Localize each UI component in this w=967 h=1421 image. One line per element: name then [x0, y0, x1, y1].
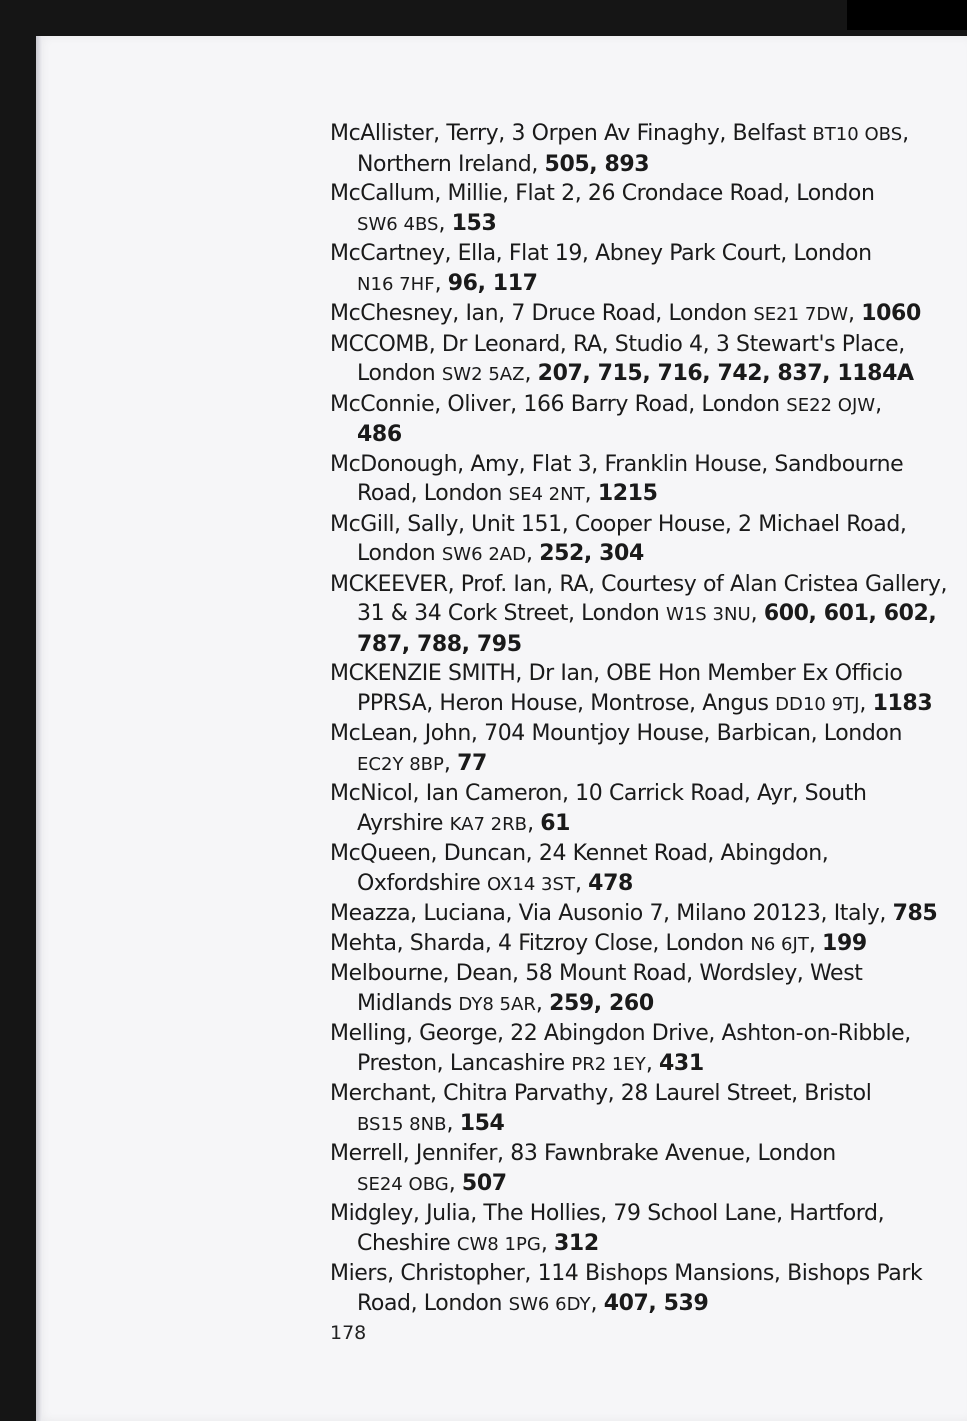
postcode: SE24 OBG	[357, 1173, 449, 1195]
page-references: 486	[357, 422, 402, 447]
postcode: BT10 OBS	[812, 124, 903, 145]
entry-text: Melling, George, 22 Abingdon Drive, Ashton-on-Ribble,	[330, 1021, 911, 1046]
scan-shadow	[847, 0, 967, 30]
postcode: N6 6JT	[750, 933, 809, 955]
index-entry: McNicol, Ian Cameron, 10 Carrick Road, Ayr, South Ayrshire KA7 2RB, 61	[330, 781, 867, 836]
entry-text: Road, London	[357, 481, 503, 506]
entry-text: McCallum, Millie, Flat 2, 26 Crondace Road, London	[330, 181, 875, 206]
page-references: 407, 539	[603, 1290, 709, 1316]
punctuation: ,	[848, 301, 855, 326]
page-references: 507	[461, 1170, 507, 1196]
entry-text: McGill, Sally, Unit 151, Cooper House, 2 Michael Road,	[330, 511, 907, 537]
index-entry: McLean, John, 704 Mountjoy House, Barbican, London EC2Y 8BP, 77	[330, 721, 903, 776]
postcode: KA7 2RB	[449, 813, 528, 835]
index-entry: Midgley, Julia, The Hollies, 79 School Lane, Hartford, Cheshire CW8 1PG, 312	[330, 1201, 885, 1256]
page-references: 207, 715, 716, 742, 837, 1184A	[537, 361, 914, 386]
entry-text: Merrell, Jennifer, 83 Fawnbrake Avenue, London	[330, 1141, 836, 1166]
index-entry: Melling, George, 22 Abingdon Drive, Ashton-on-Ribble, Preston, Lancashire PR2 1EY, 431	[330, 1021, 911, 1076]
index-entry: McQueen, Duncan, 24 Kennet Road, Abingdon, Oxfordshire OX14 3ST, 478	[330, 841, 829, 896]
postcode: W1S 3NU	[666, 604, 751, 625]
entry-text: Northern Ireland,	[357, 151, 538, 177]
page-references: 199	[822, 930, 867, 956]
index-entry: McGill, Sally, Unit 151, Cooper House, 2 Michael Road, London SW6 2AD, 252, 304	[330, 511, 907, 566]
page-references: 312	[554, 1230, 599, 1256]
entry-text: MCKENZIE SMITH, Dr Ian, OBE Hon Member Ex Officio	[330, 661, 903, 686]
postcode: OX14 3ST	[486, 873, 575, 895]
page-references: 1183	[872, 690, 933, 716]
entry-text: McQueen, Duncan, 24 Kennet Road, Abingdon,	[330, 841, 829, 866]
entry-text: Oxfordshire	[357, 870, 481, 896]
page-references: 1060	[861, 301, 921, 326]
index-entry: McCartney, Ella, Flat 19, Abney Park Court, London N16 7HF, 96, 117	[330, 241, 872, 296]
entry-text: Mehta, Sharda, 4 Fitzroy Close, London	[330, 930, 744, 956]
postcode: SW6 4BS	[357, 213, 439, 235]
index-entry	[330, 929, 930, 960]
entry-text: McCartney, Ella, Flat 19, Abney Park Court, London	[330, 241, 872, 266]
page-references: 600, 601, 602,	[763, 601, 937, 626]
index-entry: MCKENZIE SMITH, Dr Ian, OBE Hon Member Ex Officio PPRSA, Heron House, Montrose, Angus DD10 9TJ, 1183	[330, 661, 933, 716]
postcode: SE22 OJW	[786, 394, 876, 416]
entry-text: 31 & 34 Cork Street, London	[357, 601, 660, 626]
index-entry: MCCOMB, Dr Leonard, RA, Studio 4, 3 Stewart's Place, London SW2 5AZ, 207, 715, 716, 742, 837, 1184A	[330, 331, 914, 386]
entry-text: McChesney, Ian, 7 Druce Road, London	[330, 301, 747, 326]
page-references: 154	[459, 1110, 505, 1136]
entry-text: Meazza, Luciana, Via Ausonio 7, Milano 20123, Italy,	[330, 901, 887, 926]
page-references: 785	[892, 901, 938, 926]
entry-text: MCKEEVER, Prof. Ian, RA, Courtesy of Alan Cristea Gallery,	[330, 571, 948, 597]
postcode: DY8 5AR	[458, 993, 536, 1015]
entry-text: Midlands	[357, 990, 452, 1016]
page-references: 478	[588, 870, 633, 896]
page-references: 77	[457, 750, 487, 776]
postcode: PR2 1EY	[571, 1053, 646, 1075]
page-references: 787, 788, 795	[357, 631, 522, 657]
punctuation: ,	[808, 930, 816, 956]
entry-text: Preston, Lancashire	[357, 1050, 565, 1076]
postcode: SW6 6DY	[508, 1293, 591, 1315]
entry-text: Cheshire	[357, 1230, 451, 1256]
entry-text: Road, London	[357, 1290, 503, 1316]
postcode: SW6 2AD	[441, 544, 527, 565]
index-entry	[330, 899, 938, 929]
punctuation: ,	[902, 121, 909, 146]
entry-text: MCCOMB, Dr Leonard, RA, Studio 4, 3 Stewart's Place,	[330, 331, 905, 357]
postcode: BS15 8NB	[357, 1113, 447, 1135]
page-references: 259, 260	[549, 990, 654, 1016]
entry-text: Miers, Christopher, 114 Bishops Mansions, Bishops Park	[330, 1261, 923, 1286]
entry-text: Melbourne, Dean, 58 Mount Road, Wordsley, West	[330, 961, 863, 986]
page-references: 153	[451, 210, 497, 236]
page-edge	[36, 36, 42, 1421]
index-entry: Merrell, Jennifer, 83 Fawnbrake Avenue, London SE24 OBG, 507	[330, 1141, 836, 1196]
postcode: DD10 9TJ	[775, 693, 860, 715]
page-references: 505, 893	[544, 151, 650, 177]
index-entry	[330, 390, 930, 450]
postcode: CW8 1PG	[456, 1233, 541, 1255]
entry-text: McDonough, Amy, Flat 3, Franklin House, Sandbourne	[330, 451, 904, 477]
entry-text: McLean, John, 704 Mountjoy House, Barbican, London	[330, 721, 903, 746]
postcode: SE21 7DW	[753, 304, 849, 325]
index-entry-list	[330, 119, 948, 1319]
entry-text: McNicol, Ian Cameron, 10 Carrick Road, Ayr, South	[330, 781, 867, 806]
index-entry	[330, 119, 930, 179]
index-entry	[330, 299, 930, 330]
page-number: 178	[330, 1322, 367, 1344]
page-references: 96, 117	[447, 270, 538, 296]
postcode: EC2Y 8BP	[357, 753, 444, 775]
index-entry: Melbourne, Dean, 58 Mount Road, Wordsley, West Midlands DY8 5AR, 259, 260	[330, 961, 863, 1016]
index-entry: McDonough, Amy, Flat 3, Franklin House, Sandbourne Road, London SE4 2NT, 1215	[330, 451, 904, 506]
entry-text: London	[357, 361, 436, 386]
postcode: SE4 2NT	[508, 484, 585, 505]
punctuation: ,	[875, 391, 882, 417]
index-entry: McCallum, Millie, Flat 2, 26 Crondace Road, London SW6 4BS, 153	[330, 181, 875, 236]
index-entry: Merchant, Chitra Parvathy, 28 Laurel Street, Bristol BS15 8NB, 154	[330, 1081, 872, 1136]
entry-text: Merchant, Chitra Parvathy, 28 Laurel Street, Bristol	[330, 1081, 872, 1106]
page-references: 61	[540, 810, 571, 836]
entry-text: London	[357, 541, 436, 566]
index-entry: Miers, Christopher, 114 Bishops Mansions, Bishops Park Road, London SW6 6DY, 407, 539	[330, 1261, 923, 1316]
page-references: 1215	[597, 481, 658, 506]
page-references: 252, 304	[539, 541, 644, 566]
entry-text: McConnie, Oliver, 166 Barry Road, London	[330, 391, 780, 417]
entry-text: McAllister, Terry, 3 Orpen Av Finaghy, Belfast	[330, 121, 806, 146]
page-references: 431	[659, 1050, 704, 1076]
entry-text: PPRSA, Heron House, Montrose, Angus	[357, 690, 769, 716]
entry-text: Midgley, Julia, The Hollies, 79 School Lane, Hartford,	[330, 1201, 885, 1226]
postcode: N16 7HF	[357, 273, 435, 295]
entry-text: Ayrshire	[357, 810, 444, 836]
postcode: SW2 5AZ	[441, 364, 525, 385]
index-entry: MCKEEVER, Prof. Ian, RA, Courtesy of Alan Cristea Gallery, 31 & 34 Cork Street, London W1S 3NU, 600, 601, 602, 787, 788, 795	[330, 570, 930, 660]
